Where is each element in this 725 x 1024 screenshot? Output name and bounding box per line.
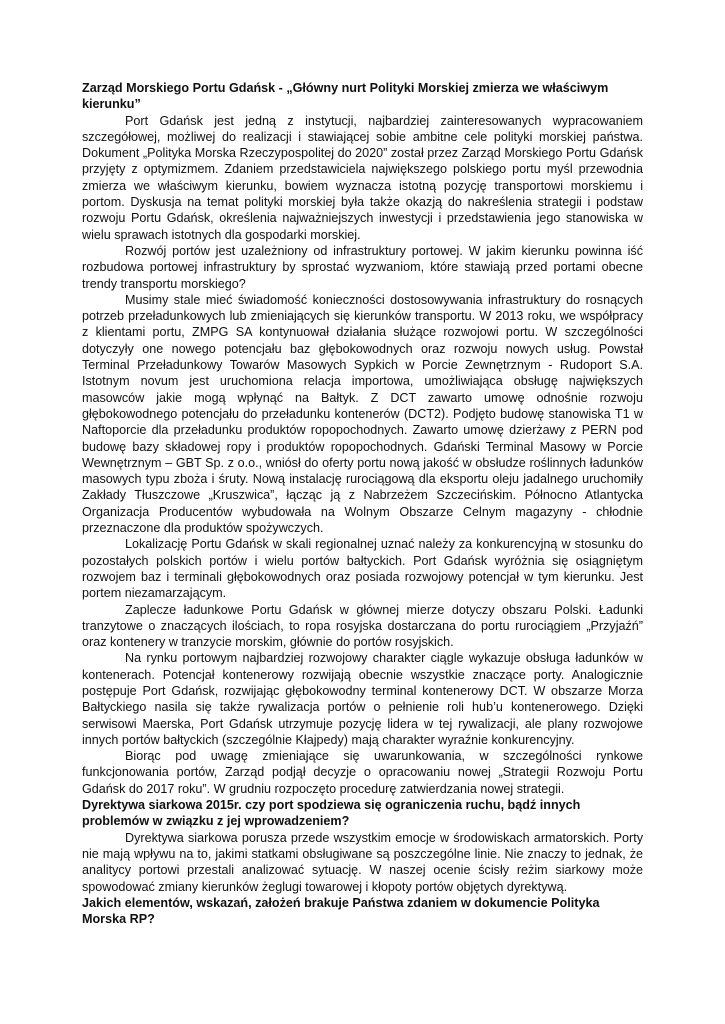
document-title: Zarząd Morskiego Portu Gdańsk - „Główny nurt Polityki Morskiej zmierza we właściwym kierunku”	[82, 81, 609, 112]
paragraph: Lokalizację Portu Gdańsk w skali regionalnej uznać należy za konkurencyjną w stosunku do pozostałych polskich portów i wielu portów bałtyckich. Port Gdańsk wyróżnia się osiągniętym rozwojem baz i terminali głębokowodnych oraz posiada rozwojowy potencjał w tym kierunku. Jest portem niezamarzającym.	[82, 537, 643, 601]
document-page	[82, 80, 643, 927]
paragraph: Musimy stale mieć świadomość konieczności dostosowywania infrastruktury do rosnących potrzeb przeładunkowych lub zmieniających się kierunków transportu. W 2013 roku, we współpracy z klientami portu, ZMPG SA kontynuował działania służące rozwojowi portu. W szczególności dotyczyły one nowego potencjału baz głębokowodnych oraz rozwoju nowych usług. Powstał Terminal Przeładunkowy Towarów Masowych Sypkich w Porcie Zewnętrznym - Rudoport S.A. Istotnym novum jest uruchomiona relacja importowa, umożliwiająca obsługę największych masowców jakie mogą wpłynąć na Bałtyk. Z DCT zawarto umowę odnośnie rozwoju głębokowodnego potencjału do przeładunku kontenerów (DCT2). Podjęto budowę stanowiska T1 w Naftoporcie dla przeładunku produktów ropopochodnych. Zawarto umowę dzierżawy z PERN pod budowę bazy składowej ropy i produktów ropopochodnych. Gdański Terminal Masowy w Porcie Wewnętrznym – GBT Sp. z o.o., wniósł do oferty portu nową jakość w obsłudze roślinnych ładunków masowych typu zboża i śruty. Nową instalację rurociągową dla eksportu oleju jadalnego uruchomiły Zakłady Tłuszczowe „Kruszwica”, łącząc ją z Nabrzeżem Szczecińskim. Północno Atlantycka Organizacja Producentów wybudowała na Wolnym Obszarze Celnym magazyny - chłodnie przeznaczone dla produktów spożywczych.	[82, 292, 643, 536]
question-heading: Jakich elementów, wskazań, założeń brakuje Państwa zdaniem w dokumencie Polityka Morska RP?	[82, 895, 600, 927]
paragraph: Zaplecze ładunkowe Portu Gdańsk w głównej mierze dotyczy obszaru Polski. Ładunki tranzytowe o znaczących ilościach, to ropa rosyjska dostarczana do portu rurociągiem „Przyjaźń” oraz kontenery w tranzycie morskim, głównie do portów rosyjskich.	[82, 602, 643, 650]
paragraph: Rozwój portów jest uzależniony od infrastruktury portowej. W jakim kierunku powinna iść rozbudowa portowej infrastruktury by sprostać wyzwaniom, które stawiają przed portami obecne trendy transportu morskiego?	[82, 243, 643, 291]
paragraph: Biorąc pod uwagę zmieniające się uwarunkowania, w szczególności rynkowe funkcjonowania portów, Zarząd podjął decyzje o opracowaniu nowej „Strategii Rozwoju Portu Gdańsk do 2017 roku”. W grudniu rozpoczęto procedurę zatwierdzania nowej strategii.	[82, 749, 643, 796]
paragraph: Na rynku portowym najbardziej rozwojowy charakter ciągle wykazuje obsługa ładunków w kontenerach. Potencjał kontenerowy rozwijają obecnie wszystkie znaczące porty. Analogicznie postępuje Port Gdańsk, rozwijając głębokowodny terminal kontenerowy DCT. W obszarze Morza Bałtyckiego nasila się także rywalizacja portów o pełnienie roli hub’u kontenerowego. Dzięki serwisowi Maerska, Port Gdańsk utrzymuje pozycję lidera w tej rywalizacji, ale plany rozwojowe innych portów bałtyckich (szczególnie Kłajpedy) mają charakter wyraźnie konkurencyjny.	[82, 651, 643, 747]
answer-paragraph: Dyrektywa siarkowa porusza przede wszystkim emocje w środowiskach armatorskich. Porty nie mają wpływu na to, jakimi statkami obsługiwane są poszczególne linie. Nie znaczy to jednak, że analitycy portowi przestali analizować sytuację. W naszej ocenie ścisły reżim siarkowy może spowodować zmiany kierunków żeglugi towarowej i kłopoty portów objętych dyrektywą.	[82, 830, 643, 894]
paragraph: Port Gdańsk jest jedną z instytucji, najbardziej zainteresowanych wypracowaniem szczegółowej, możliwej do realizacji i stawiającej sobie ambitne cele polityki morskiej państwa. Dokument „Polityka Morska Rzeczypospolitej do 2020” został przez Zarząd Morskiego Portu Gdańsk przyjęty z optymizmem. Zdaniem przedstawiciela największego polskiego portu myśl przewodnia zmierza we właściwym kierunku, bowiem wyznacza istotną pozycję transportowi morskiemu i portom. Dyskusja na temat polityki morskiej była także okazją do nakreślenia strategii i podstaw rozwoju Portu Gdańsk, określenia najważniejszych inwestycji i przedstawienia jego stanowiska w wielu sprawach istotnych dla gospodarki morskiej.	[82, 113, 643, 242]
question-heading: Dyrektywa siarkowa 2015r. czy port spodziewa się ograniczenia ruchu, bądź innych problemów w związku z jej wprowadzeniem?	[82, 798, 581, 829]
